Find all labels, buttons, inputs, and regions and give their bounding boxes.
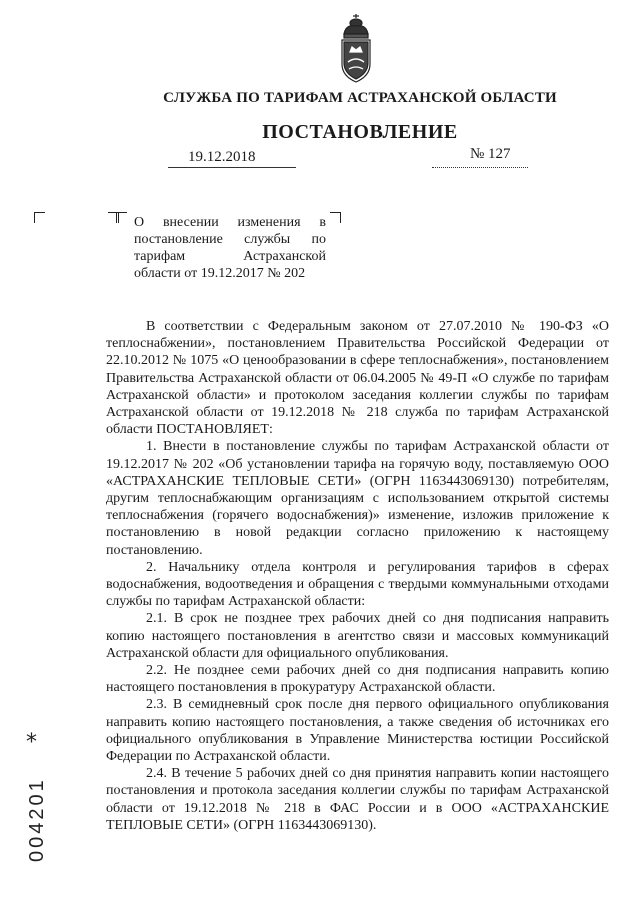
organization-name: СЛУЖБА ПО ТАРИФАМ АСТРАХАНСКОЙ ОБЛАСТИ	[163, 90, 557, 106]
body-paragraph: 2.2. Не позднее семи рабочих дней со дня подписания направить копию настоящего постановления в прокуратуру Астраханской области.	[106, 663, 609, 696]
body-paragraph: 2.4. В течение 5 рабочих дней со дня принятия направить копии настоящего постановления и протокола заседания коллегии службы по тарифам Астраханской области от 19.12.2018 № 218 в ФАС России и в ООО «АСТРАХАНСКИЕ ТЕПЛОВЫЕ СЕТИ» (ОГРН 1163443069130).	[106, 766, 609, 833]
document-number: № 127	[470, 146, 511, 162]
body-paragraph: 2. Начальнику отдела контроля и регулирования тарифов в сферах водоснабжения, водоотведения и обращения с твердыми коммунальными отходами службы по тарифам Астраханской области:	[106, 559, 609, 610]
body-paragraph: В соответствии с Федеральным законом от 27.07.2010 № 190-ФЗ «О теплоснабжении», постановлением Правительства Российской Федерации от 22.10.2012 № 1075 «О ценообразовании в сфере теплоснабжения», постановлением Правительства Астраханской области от 06.04.2005 № 49-П «О службе по тарифам Астраханской области» и протоколом заседания коллегии службы по тарифам Астраханской области от 19.12.2018 № 218 служба по тарифам Астраханской области ПОСТАНОВЛЯЕТ:	[106, 319, 609, 438]
document-subject	[134, 214, 326, 282]
subject-line: постановление службы по	[134, 232, 326, 247]
document-date: 19.12.2018	[188, 149, 256, 165]
corner-mark-left	[34, 212, 45, 223]
body-paragraph: 2.1. В срок не позднее трех рабочих дней со дня подписания направить копию настоящего постановления в агентство связи и массовых коммуникаций Астраханской области для официального опубликования.	[106, 611, 609, 661]
corner-mark-subject-end	[330, 212, 341, 223]
subject-line: тарифам Астраханской	[134, 249, 326, 264]
side-serial-number: 004201	[26, 777, 48, 862]
corner-mark-subject-start	[116, 212, 127, 223]
body-paragraph: 2.3. В семидневный срок после дня первого официального опубликования направить копию настоящего постановления, а также сведения об источниках его официального опубликования в Управление Министерства юстиции Российской Федерации по Астраханской области.	[106, 697, 609, 765]
date-underline	[168, 167, 296, 168]
subject-line: О внесении изменения в	[134, 215, 326, 230]
body-paragraph: 1. Внести в постановление службы по тарифам Астраханской области от 19.12.2017 № 202 «Об установлении тарифа на горячую воду, поставляемую ООО «АСТРАХАНСКИЕ ТЕПЛОВЫЕ СЕТИ» (ОГРН 1163443069130) потребителям, другим теплоснабжающим организациям с использованием открытой системы теплоснабжения (горячего водоснабжения)» изменение, изложив приложение к постановлению в новой редакции согласно приложению к настоящему постановлению.	[106, 439, 609, 558]
side-serial-stamp	[26, 752, 48, 862]
side-stamp-star: *	[26, 730, 37, 755]
number-underline	[432, 167, 528, 168]
document-body	[106, 318, 609, 834]
astrakhan-coat-of-arms-icon	[334, 12, 378, 86]
document-type-title: ПОСТАНОВЛЕНИЕ	[262, 121, 458, 143]
subject-line: области от 19.12.2017 № 202	[134, 266, 306, 281]
